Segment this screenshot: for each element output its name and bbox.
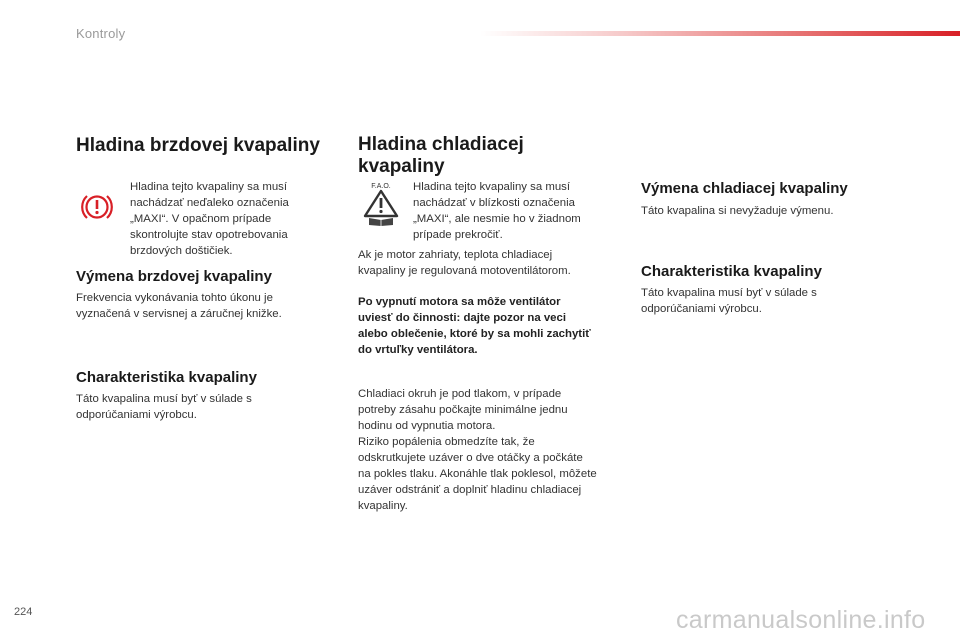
coolant-replace-title: Výmena chladiacej kvapaliny	[641, 180, 848, 197]
coolant-fan-text: Ak je motor zahriaty, teplota chladiacej kvapaliny je regulovaná motoventilátorom.	[358, 249, 571, 277]
brake-replace-title: Výmena brzdovej kvapaliny	[76, 268, 272, 285]
brake-spec-text: Táto kvapalina musí byť v súlade s odporúčaniami výrobcu.	[76, 393, 252, 421]
coolant-fan-warning: Po vypnutí motora sa môže ventilátor uviesť do činnosti: dajte pozor na veci alebo oblečenie, ktoré by sa mohli zachytiť do vrtuľky ventilátora.	[358, 296, 591, 356]
brake-warning-icon	[80, 190, 114, 224]
brake-replace-text: Frekvencia vykonávania tohto úkonu je vyznačená v servisnej a záručnej knižke.	[76, 292, 282, 320]
page-number: 224	[14, 606, 33, 618]
manual-warning-icon	[360, 180, 402, 226]
coolant-spec-title: Charakteristika kvapaliny	[641, 263, 822, 280]
manual-letters: F.A.O.	[371, 183, 391, 190]
coolant-level-title: Hladina chladiacej kvapaliny	[358, 134, 524, 177]
coolant-replace-text: Táto kvapalina si nevyžaduje výmenu.	[641, 205, 834, 217]
header-accent-bar	[480, 31, 960, 36]
brake-spec-title: Charakteristika kvapaliny	[76, 369, 257, 386]
coolant-spec-text: Táto kvapalina musí byť v súlade s odporúčaniami výrobcu.	[641, 287, 817, 315]
coolant-intro: Hladina tejto kvapaliny sa musí nachádzať v blízkosti označenia „MAXI“, ale nesmie ho v žiadnom prípade prekročiť.	[413, 181, 581, 241]
brake-fluid-title: Hladina brzdovej kvapaliny	[76, 135, 320, 156]
section-title: Kontroly	[76, 26, 126, 41]
brake-fluid-intro: Hladina tejto kvapaliny sa musí nachádzať neďaleko označenia „MAXI“. V opačnom prípade skontrolujte stav opotrebovania brzdových doštičiek.	[130, 181, 289, 257]
coolant-pressure-text: Chladiaci okruh je pod tlakom, v prípade potreby zásahu počkajte minimálne jednu hodinu od vypnutia motora. Riziko popálenia obmedzíte tak, že odskrutkujete uzáver o dve otáčky a počkáte na pokles tlaku. Akonáhle tlak poklesol, môžete uzáver odstrániť a doplniť hladinu chladiacej kvapaliny.	[358, 388, 597, 512]
watermark: carmanualsonline.info	[676, 606, 926, 634]
